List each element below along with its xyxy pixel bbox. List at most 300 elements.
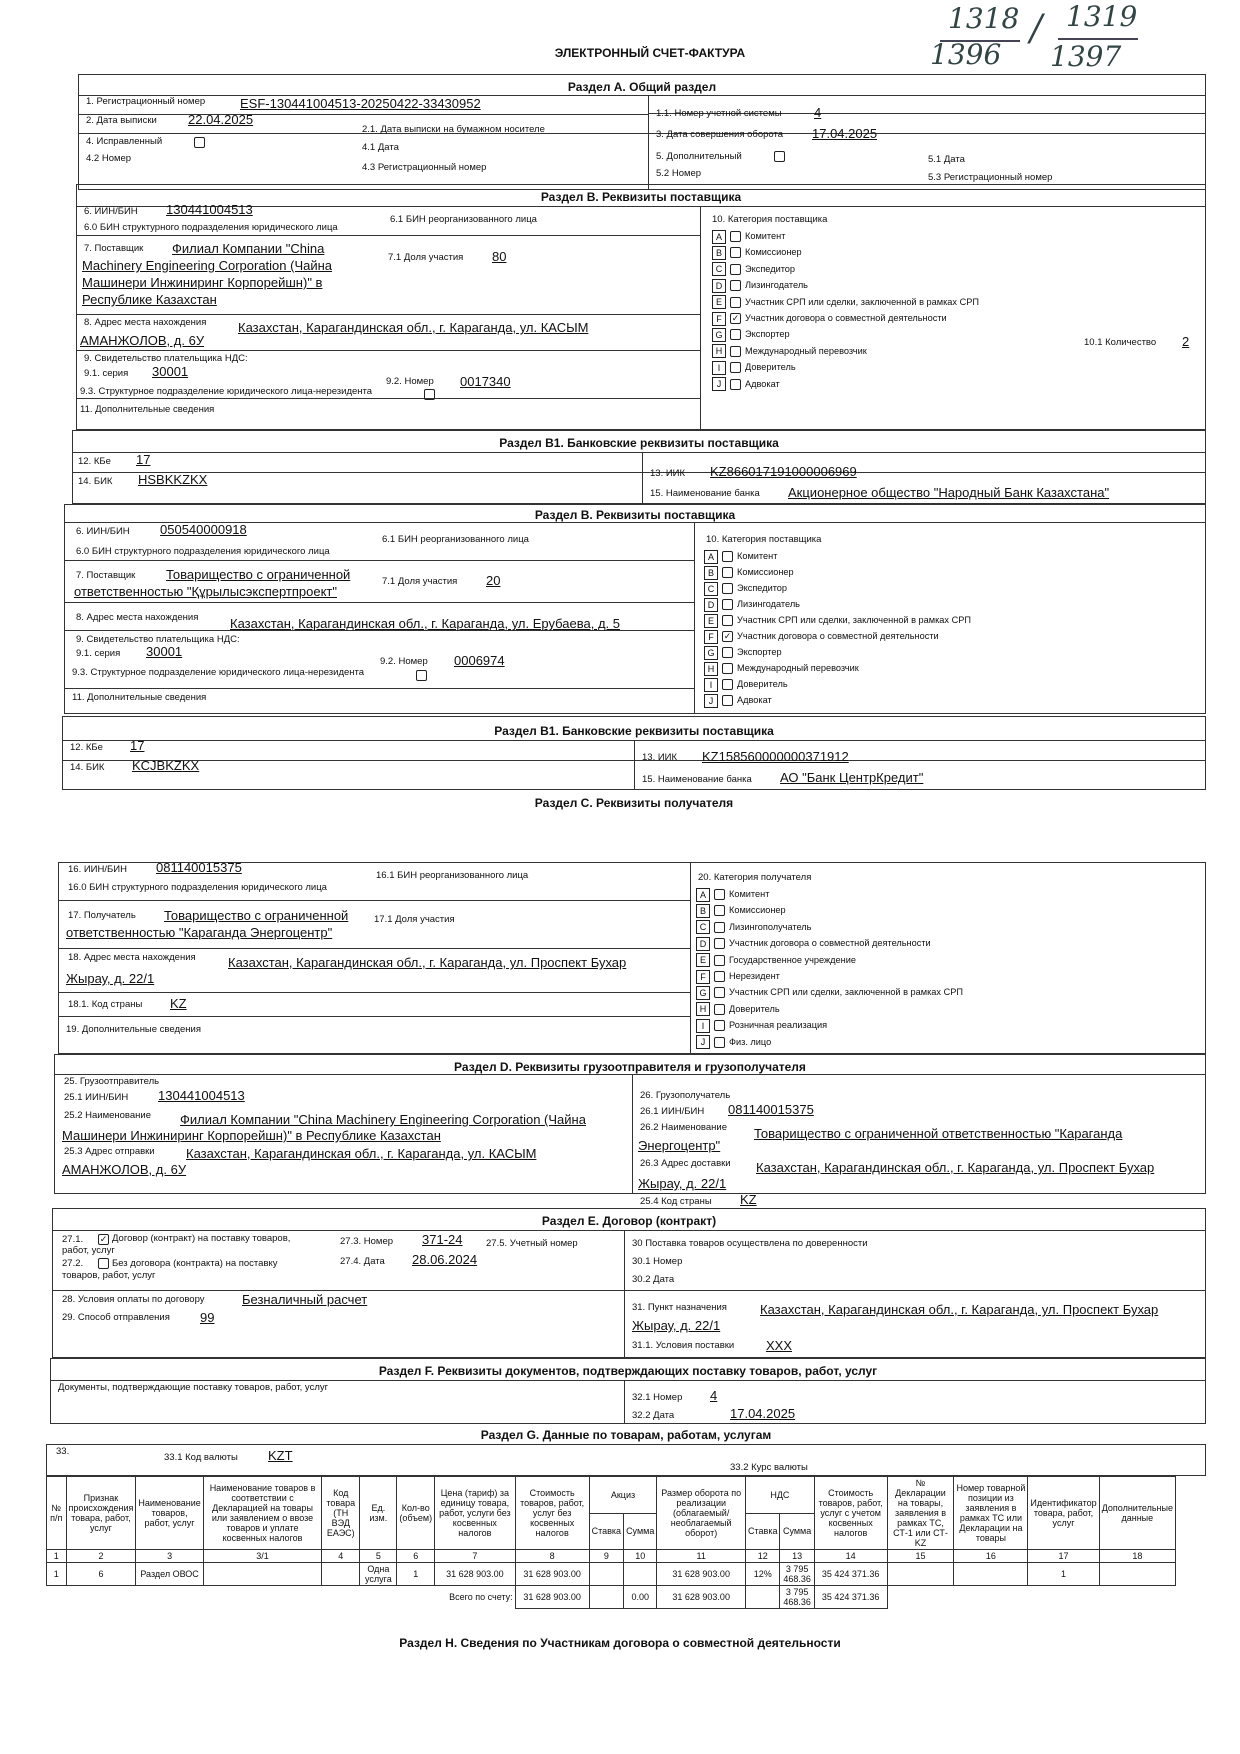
reorg-bin-label: 16.1 БИН реорганизованного лица [376,870,529,881]
shipper-label: 25. Грузоотправитель [64,1076,160,1087]
iin-value: 130441004513 [166,202,253,217]
iik-value: KZ866017191000006969 [710,464,857,479]
date-4-1-label: 4.1 Дата [362,142,399,153]
reorg-bin-label: 6.1 БИН реорганизованного лица [382,534,529,545]
category-label: Нерезидент [729,971,780,981]
category-item[interactable] [696,968,780,984]
additional-checkbox[interactable] [774,151,785,162]
bank-name-value: Акционерное общество "Народный Банк Казахстана" [788,485,1110,500]
column-number: 18 [1099,1550,1175,1563]
category-label: Лизингодатель [737,599,800,609]
series-value: 30001 [152,364,189,379]
column-number: 11 [657,1550,746,1563]
nonresident-checkbox[interactable] [416,670,427,681]
category-checkbox[interactable] [722,567,733,578]
supplier-name-2: ответственностью "Құрылысэкспертпроект" [74,584,337,599]
shipper-iin-value: 130441004513 [158,1088,245,1103]
divider [72,452,1206,453]
turnover-date-label: 3. Дата совершения оборота [656,129,784,140]
table-cell: 1 [397,1563,435,1586]
category-item[interactable] [704,580,787,596]
struct-bin-label: 16.0 БИН структурного подразделения юридического лица [68,882,327,893]
with-contract-text: Договор (контракт) на поставку товаров, [112,1233,291,1244]
category-item[interactable] [712,244,802,260]
category-label: Участник договора о совместной деятельности [729,938,931,949]
category-letter: H [712,344,726,358]
category-item[interactable] [704,548,777,564]
iik-value: KZ158560000000371912 [702,749,849,764]
table-cell: 35 424 371.36 [814,1563,887,1586]
category-item[interactable] [712,359,796,375]
divider [690,862,691,1054]
category-checkbox[interactable] [722,599,733,610]
column-number: 15 [887,1550,954,1563]
supplier-label: 7. Поставщик [84,243,144,254]
share-value: 20 [486,573,501,588]
supplier-label: 7. Поставщик [76,570,136,581]
category-letter: F [704,630,718,644]
shipper-iin-label: 25.1 ИИН/БИН [64,1092,129,1103]
series-label: 9.1. серия [76,648,121,659]
column-number: 8 [515,1550,589,1563]
category-letter: E [696,953,710,967]
category-title: 10. Категория поставщика [706,534,822,545]
address-value-2: Жырау, д. 22/1 [66,971,155,986]
category-item[interactable] [712,310,947,326]
corrected-label: 4. Исправленный [86,136,163,147]
column-number: 4 [322,1550,360,1563]
reorg-bin-label: 6.1 БИН реорганизованного лица [390,214,537,225]
currency-code-label: 33.1 Код валюты [164,1452,238,1463]
divider [58,992,690,993]
category-item[interactable] [704,612,971,628]
col-header: Стоимость товаров, работ, услуг без косвенных налогов [515,1477,589,1550]
iin-label: 16. ИИН/БИН [68,864,127,875]
category-checkbox[interactable] [714,938,725,949]
vat-cert-label: 9. Свидетельство плательщика НДС: [76,634,240,645]
category-checkbox[interactable] [714,987,725,998]
handwritten-slash: / [1030,8,1043,49]
divider [78,114,648,115]
contract-number-value: 371-24 [422,1232,463,1247]
divider [700,206,701,430]
number-4-2-label: 4.2 Номер [86,153,132,164]
with-contract-text-2: работ, услуг [62,1245,115,1256]
consignee-iin-value: 081140015375 [728,1102,814,1117]
divider [634,740,635,790]
doc-number-label: 32.1 Номер [632,1392,683,1403]
category-item[interactable] [696,886,769,902]
address-value: Казахстан, Карагандинская обл., г. Караганда, ул. КАСЫМ [238,320,589,335]
category-letter: G [696,986,710,1000]
category-item[interactable] [696,935,931,951]
category-label: Комиссионер [737,567,794,577]
bik-label: 14. БИК [78,476,113,487]
category-item[interactable] [696,1017,827,1033]
address-label: 8. Адрес места нахождения [76,612,199,623]
section-h-title: Раздел Н. Сведения по Участникам договора о совместной деятельности [399,1636,841,1650]
col-header: Ставка [746,1513,780,1550]
total-turnover: 31 628 903.00 [657,1586,746,1609]
divider [76,235,700,236]
category-label: Доверитель [745,362,796,373]
column-number: 2 [66,1550,136,1563]
category-letter: J [696,1035,710,1049]
category-letter: A [704,550,718,564]
iin-value: 050540000918 [160,522,247,537]
category-letter: B [712,246,726,260]
col-header: Кол-во (объем) [397,1477,435,1550]
category-checkbox[interactable] [722,551,733,562]
vat-cert-label: 9. Свидетельство плательщика НДС: [84,353,248,364]
recipient-name: Товарищество с ограниченной [164,908,349,923]
cert-number-label: 9.2. Номер [380,656,428,667]
count-value: 2 [1182,334,1190,349]
proxy-number-label: 30.1 Номер [632,1256,683,1267]
struct-bin-label: 6.0 БИН структурного подразделения юридического лица [84,222,338,233]
category-letter: D [712,279,726,293]
consignee-address-value-2: Жырау, д. 22/1 [638,1176,727,1191]
category-checkbox[interactable]: ✓ [723,631,732,642]
divider [52,1290,1206,1291]
section-a-title: Раздел А. Общий раздел [567,80,717,94]
consignee-name-label: 26.2 Наименование [640,1122,727,1133]
count-label: 10.1 Количество [1084,337,1157,348]
category-checkbox[interactable] [714,1004,725,1015]
nonresident-checkbox[interactable] [424,389,435,400]
col-header: Идентификатор товара, работ, услуг [1028,1477,1099,1550]
kbe-value: 17 [136,452,151,467]
divider [76,314,700,315]
category-label: Доверитель [729,1003,780,1014]
handwritten-number: 1318 [948,2,1020,35]
shipper-name-value-2: Машинери Инжиниринг Корпорейшн)" в Республике Казахстан [62,1128,441,1143]
shipper-name-label: 25.2 Наименование [64,1110,151,1121]
category-item[interactable] [704,628,939,644]
category-label: Лизингополучатель [729,921,812,932]
category-checkbox[interactable] [714,971,725,982]
divider [76,350,700,351]
total-excise-rate [589,1586,623,1609]
category-checkbox[interactable] [730,379,741,390]
category-label: Экспортер [745,329,790,340]
consignee-name-value-2: Энергоцентр" [638,1138,721,1153]
category-item[interactable] [696,952,856,968]
bank-name-label: 15. Наименование банка [642,774,752,785]
category-item[interactable] [712,261,795,277]
consignee-country-label: 25.4 Код страны [640,1196,712,1207]
cert-number-value: 0006974 [454,653,505,668]
bank-name-value: АО "Банк ЦентрКредит" [780,770,924,785]
bik-value: HSBKKZKX [138,472,208,487]
table-cell: 31 628 903.00 [435,1563,516,1586]
table-cell [624,1563,657,1586]
recipient-label: 17. Получатель [68,910,136,921]
category-label: Адвокат [745,378,780,389]
additional-info-label: 19. Дополнительные сведения [66,1024,201,1035]
category-checkbox[interactable] [714,889,725,900]
proxy-label: 30 Поставка товаров осуществлена по доверенности [632,1238,868,1249]
category-item[interactable] [704,692,772,708]
iik-label: 13. ИИК [642,752,678,763]
category-item[interactable] [704,644,782,660]
nonresident-label: 9.3. Структурное подразделение юридического лица-нерезидента [80,386,373,397]
category-item[interactable] [696,984,963,1000]
confirming-docs-label: Документы, подтверждающие поставку товаров, работ, услуг [58,1382,329,1393]
divider [76,398,700,399]
turnover-date-value: 17.04.2025 [812,126,878,141]
col-header: Дополнительные данные [1099,1477,1175,1550]
category-letter: B [696,904,710,918]
table-cell: 12% [746,1563,780,1586]
category-checkbox[interactable] [714,1037,725,1048]
corrected-checkbox[interactable] [194,137,205,148]
divider [54,1074,1206,1075]
shipper-address-value-2: АМАНЖОЛОВ, д. 6У [62,1162,187,1177]
category-label: Физ. лицо [729,1036,772,1047]
consignee-address-value: Казахстан, Карагандинская обл., г. Караганда, ул. Проспект Бухар [756,1160,1155,1175]
category-item[interactable] [704,660,859,676]
category-item[interactable] [696,902,786,918]
category-label: Участник СРП или сделки, заключенной в рамках СРП [745,296,979,307]
category-label: Комиссионер [745,247,802,258]
consignee-address-label: 26.3 Адрес доставки [640,1158,731,1169]
category-label: Доверитель [737,679,788,689]
category-checkbox[interactable] [730,264,741,275]
divider [648,95,649,190]
address-label: 8. Адрес места нахождения [84,317,207,328]
table-cell [887,1563,954,1586]
doc-date-label: 32.2 Дата [632,1410,675,1421]
iin-label: 6. ИИН/БИН [76,526,130,537]
table-cell: 31 628 903.00 [657,1563,746,1586]
total-label: Всего по счету: [47,1586,516,1609]
category-letter: I [696,1019,710,1033]
account-system-value: 4 [814,105,822,120]
category-checkbox[interactable] [722,583,733,594]
issue-date-label: 2. Дата выписки [86,115,157,126]
total-row [47,1586,1176,1609]
category-item[interactable] [712,228,785,244]
category-item[interactable] [712,376,780,392]
contract-number-label: 27.3. Номер [340,1236,394,1247]
bik-label: 14. БИК [70,762,105,773]
additional-info-label: 11. Дополнительные сведения [72,692,207,703]
address-value: Казахстан, Карагандинская обл., г. Караганда, ул. Ерубаева, д. 5 [230,616,620,631]
cert-number-label: 9.2. Номер [386,376,434,387]
table-header-row [47,1477,1176,1514]
kbe-value: 17 [130,738,145,753]
with-contract-checkbox[interactable]: ✓ [99,1234,108,1244]
column-number: 16 [954,1550,1028,1563]
reg-4-3-label: 4.3 Регистрационный номер [362,162,487,173]
section-g-title: Раздел G. Данные по товарам, работам, услугам [480,1428,772,1442]
category-checkbox[interactable] [730,346,741,357]
column-number: 1 [47,1550,67,1563]
divider [62,760,1206,761]
without-contract-text-2: товаров, работ, услуг [62,1270,156,1281]
share-value: 80 [492,249,507,264]
category-label: Лизингодатель [745,280,808,291]
shipping-method-value: 99 [200,1310,215,1325]
category-letter: E [712,295,726,309]
struct-bin-label: 6.0 БИН структурного подразделения юридического лица [76,546,330,557]
category-letter: D [696,937,710,951]
supplier-name: Товарищество с ограниченной [166,567,351,582]
category-letter: F [696,970,710,984]
category-checkbox[interactable] [730,280,741,291]
doc-date-value: 17.04.2025 [730,1406,796,1421]
col-header: Цена (тариф) за единицу товара, работ, услуги без косвенных налогов [435,1477,516,1550]
column-number: 13 [780,1550,814,1563]
category-item[interactable] [704,564,794,580]
table-cell: Раздел ОВОС [136,1563,203,1586]
section-b-title: Раздел В. Реквизиты поставщика [540,190,742,204]
category-letter: B [704,566,718,580]
column-number: 14 [814,1550,887,1563]
category-item[interactable] [704,596,800,612]
column-number: 3/1 [203,1550,322,1563]
divider [58,900,690,901]
divider [642,452,643,504]
category-label: Экспортер [737,647,782,657]
handwritten-line [940,40,1020,42]
reg-number-label: 1. Регистрационный номер [86,96,206,107]
goods-rows [47,1563,1176,1586]
category-letter: A [712,230,726,244]
category-letter: J [704,694,718,708]
supplier-name [82,240,402,308]
column-number: 6 [397,1550,435,1563]
currency-code-value: KZT [268,1448,293,1463]
kbe-label: 12. КБе [78,456,111,467]
handwritten-number: 1319 [1066,0,1138,33]
iin-value: 081140015375 [156,860,242,875]
table-row [47,1563,1176,1586]
category-item[interactable] [696,1034,771,1050]
kbe-label: 12. КБе [70,742,103,753]
column-number-row [47,1550,1176,1563]
address-value-2: АМАНЖОЛОВ, д. 6У [80,333,205,348]
category-checkbox[interactable] [714,922,725,933]
category-label: Участник договора о совместной деятельности [737,631,939,641]
category-checkbox[interactable] [730,329,741,340]
series-value: 30001 [146,644,183,659]
divider [78,133,1206,134]
category-checkbox[interactable] [722,679,733,690]
category-checkbox[interactable] [714,1020,725,1031]
column-number: 10 [624,1550,657,1563]
category-item[interactable] [712,326,790,342]
category-letter: G [712,328,726,342]
category-checkbox[interactable] [722,663,733,674]
category-item[interactable] [712,343,867,359]
table-cell: 31 628 903.00 [515,1563,589,1586]
col-header: Код товара (ТН ВЭД ЕАЭС) [322,1477,360,1550]
category-label: Международный перевозчик [737,663,859,673]
category-label: Участник СРП или сделки, заключенной в рамках СРП [737,615,971,625]
currency-rate-label: 33.2 Курс валюты [730,1462,808,1473]
divider [58,1016,690,1017]
contract-option-2-num: 27.2. [62,1258,84,1269]
category-letter: G [704,646,718,660]
contract-date-value: 28.06.2024 [412,1252,478,1267]
section-f-title: Раздел F. Реквизиты документов, подтверждающих поставку товаров, работ, услуг [378,1364,878,1378]
col-header: № п/п [47,1477,67,1550]
category-checkbox[interactable] [730,362,741,373]
category-item[interactable] [712,294,979,310]
bik-value: KCJBKZKX [132,758,200,773]
number-5-2-label: 5.2 Номер [656,168,702,179]
category-letter: C [712,262,726,276]
category-letter: A [696,888,710,902]
account-system-label: 1.1. Номер учетной системы [656,108,782,119]
col-header: Наименование товаров, работ, услуг [136,1477,203,1550]
col-header: Сумма [780,1513,814,1550]
category-checkbox[interactable]: ✓ [731,313,740,324]
share-label: 7.1 Доля участия [388,252,464,263]
category-label: Адвокат [737,695,772,705]
category-checkbox[interactable] [730,297,741,308]
col-header: Ставка [589,1513,623,1550]
address-value: Казахстан, Карагандинская обл., г. Караганда, ул. Проспект Бухар [228,955,627,970]
bank-name-label: 15. Наименование банка [650,488,760,499]
delivery-terms-label: 31.1. Условия поставки [632,1340,735,1351]
category-item[interactable] [696,1001,780,1017]
total-excise: 0.00 [624,1586,657,1609]
column-number: 5 [360,1550,397,1563]
document-title: ЭЛЕКТРОННЫЙ СЧЕТ-ФАКТУРА [554,46,746,60]
table-cell: 6 [66,1563,136,1586]
country-label: 18.1. Код страны [68,999,143,1010]
category-letter: H [696,1002,710,1016]
table-cell [322,1563,360,1586]
reg-5-3-label: 5.3 Регистрационный номер [928,172,1053,183]
category-checkbox[interactable] [722,647,733,658]
nonresident-label: 9.3. Структурное подразделение юридического лица-нерезидента [72,667,365,678]
category-checkbox[interactable] [722,695,733,706]
shipping-method-label: 29. Способ отправления [62,1312,170,1323]
section-c-title: Раздел С. Реквизиты получателя [534,796,734,810]
handwritten-number: 1396 [930,38,1002,71]
payment-terms-label: 28. Условия оплаты по договору [62,1294,205,1305]
without-contract-checkbox[interactable] [98,1258,109,1269]
category-checkbox[interactable] [730,247,741,258]
column-number: 3 [136,1550,203,1563]
divider [624,1230,625,1358]
shipper-address-value: Казахстан, Карагандинская обл., г. Караганда, ул. КАСЫМ [186,1146,537,1161]
paper-date-label: 2.1. Дата выписки на бумажном носителе [362,124,545,135]
column-number: 17 [1028,1550,1099,1563]
category-checkbox[interactable] [722,615,733,626]
table-cell [589,1563,623,1586]
supplier-name-line: Machinery Engineering Corporation (Чайна [82,258,333,273]
category-letter: C [704,582,718,596]
category-checkbox[interactable] [714,905,725,916]
category-item[interactable] [712,277,808,293]
category-label: Комитент [737,551,778,561]
divider [694,522,695,714]
category-checkbox[interactable] [714,955,725,966]
cert-number-value: 0017340 [460,374,511,389]
category-item[interactable] [704,676,788,692]
category-checkbox[interactable] [730,231,741,242]
category-item[interactable] [696,919,811,935]
goods-table [46,1476,1176,1609]
date-5-1-label: 5.1 Дата [928,154,965,165]
additional-label: 5. Дополнительный [656,151,742,162]
column-number: 7 [435,1550,516,1563]
